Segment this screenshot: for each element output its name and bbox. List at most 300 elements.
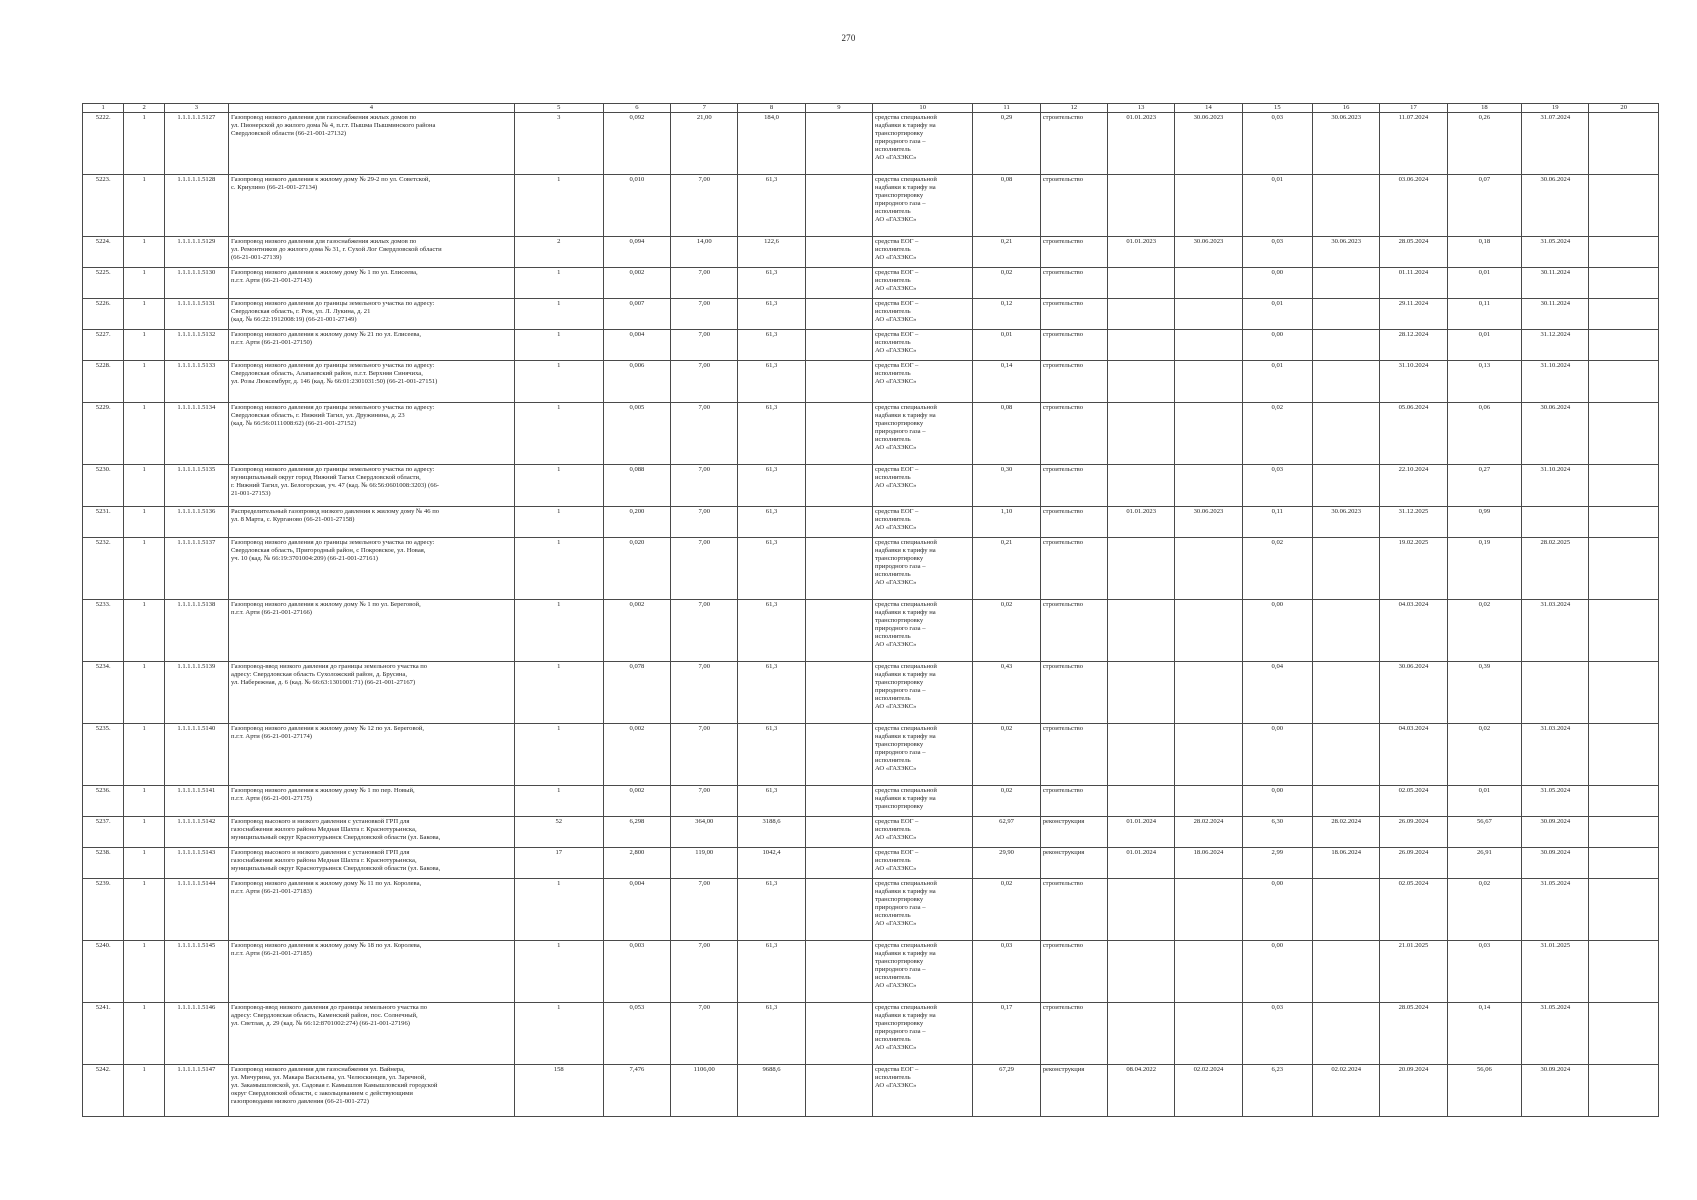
table-row	[83, 507, 1659, 538]
end-date	[1175, 662, 1242, 724]
row-number: 5242.	[83, 1065, 124, 1117]
level-cell: 1	[124, 662, 164, 724]
funding-source: средства специальной надбавки к тарифу на транспортировку природного газа – исполнитель АО «ГАЗЭКС»	[872, 113, 972, 175]
col8-value: 184,0	[738, 113, 805, 175]
project-description: Газопровод-ввод низкого давления до границы земельного участка по адресу: Свердловская область Сухоложский район, д. Брусяна, ул. Набережная, д. 6 (кад. № 66:63:1301001:71) (66-21-001-27167)	[228, 662, 514, 724]
col15-value: 0,01	[1242, 299, 1312, 330]
start-date	[1108, 465, 1175, 507]
col9-value	[805, 330, 872, 361]
funding-source: средства специальной надбавки к тарифу на транспортировку природного газа – исполнитель АО «ГАЗЭКС»	[872, 600, 972, 662]
start-date	[1108, 330, 1175, 361]
col7-value: 7,00	[671, 403, 738, 465]
col20-value	[1589, 600, 1659, 662]
col19-date: 30.09.2024	[1522, 817, 1589, 848]
column-header: 17	[1380, 104, 1447, 113]
end-date: 30.06.2023	[1175, 507, 1242, 538]
funding-source: средства ЕОГ – исполнитель АО «ГАЗЭКС»	[872, 507, 972, 538]
col6-value: 0,005	[603, 403, 670, 465]
col16-date	[1313, 465, 1380, 507]
col5-value: 1	[514, 724, 603, 786]
col6-value: 7,476	[603, 1065, 670, 1117]
col19-date: 30.11.2024	[1522, 299, 1589, 330]
col11-value: 62,97	[973, 817, 1040, 848]
col16-date: 18.06.2024	[1313, 848, 1380, 879]
col6-value: 0,094	[603, 237, 670, 268]
col15-value: 0,04	[1242, 662, 1312, 724]
col16-date	[1313, 403, 1380, 465]
level-cell: 1	[124, 941, 164, 1003]
col19-date: 30.06.2024	[1522, 403, 1589, 465]
col5-value: 52	[514, 817, 603, 848]
col6-value: 0,092	[603, 113, 670, 175]
col9-value	[805, 1003, 872, 1065]
level-cell: 1	[124, 299, 164, 330]
col9-value	[805, 507, 872, 538]
col7-value: 364,00	[671, 817, 738, 848]
row-number: 5237.	[83, 817, 124, 848]
start-date	[1108, 175, 1175, 237]
row-number: 5225.	[83, 268, 124, 299]
col8-value: 1042,4	[738, 848, 805, 879]
start-date: 01.01.2024	[1108, 817, 1175, 848]
col16-date	[1313, 600, 1380, 662]
col5-value: 1	[514, 403, 603, 465]
col20-value	[1589, 175, 1659, 237]
level-cell: 1	[124, 1003, 164, 1065]
col11-value: 0,02	[973, 724, 1040, 786]
col5-value: 1	[514, 600, 603, 662]
col20-value	[1589, 237, 1659, 268]
project-code: 1.1.1.1.1.5128	[164, 175, 228, 237]
col15-value: 0,03	[1242, 465, 1312, 507]
col18-value: 0,07	[1447, 175, 1522, 237]
project-description: Газопровод низкого давления к жилому дому № 12 по ул. Береговой, п.г.т. Арти (66-21-001-27174)	[228, 724, 514, 786]
col15-value: 0,03	[1242, 237, 1312, 268]
col7-value: 7,00	[671, 465, 738, 507]
start-date: 01.01.2023	[1108, 237, 1175, 268]
column-header: 15	[1242, 104, 1312, 113]
col20-value	[1589, 662, 1659, 724]
col16-date	[1313, 175, 1380, 237]
col20-value	[1589, 848, 1659, 879]
col11-value: 0,02	[973, 268, 1040, 299]
col11-value: 0,21	[973, 538, 1040, 600]
col11-value: 0,02	[973, 600, 1040, 662]
col8-value: 61,3	[738, 600, 805, 662]
table-row	[83, 113, 1659, 175]
col15-value: 0,00	[1242, 330, 1312, 361]
level-cell: 1	[124, 237, 164, 268]
project-description: Газопровод высокого и низкого давления с установкой ГРП для газоснабжения жилого района Медная Шахта г. Краснотурьинска, муниципальный округ Краснотурьинск Свердловской области (ул. Бакова,	[228, 817, 514, 848]
col19-date	[1522, 662, 1589, 724]
col17-date: 29.11.2024	[1380, 299, 1447, 330]
col15-value: 0,00	[1242, 600, 1312, 662]
col20-value	[1589, 403, 1659, 465]
col8-value: 61,3	[738, 1003, 805, 1065]
funding-source: средства специальной надбавки к тарифу на транспортировку	[872, 786, 972, 817]
table-row	[83, 538, 1659, 600]
end-date	[1175, 941, 1242, 1003]
project-description: Газопровод низкого давления к жилому дому № 11 по ул. Королева, п.г.т. Арти (66-21-001-27183)	[228, 879, 514, 941]
start-date	[1108, 361, 1175, 403]
col19-date: 31.03.2024	[1522, 600, 1589, 662]
col9-value	[805, 600, 872, 662]
col20-value	[1589, 299, 1659, 330]
col20-value	[1589, 1065, 1659, 1117]
col20-value	[1589, 330, 1659, 361]
col6-value: 0,007	[603, 299, 670, 330]
col9-value	[805, 465, 872, 507]
end-date	[1175, 403, 1242, 465]
col20-value	[1589, 465, 1659, 507]
table-row	[83, 1003, 1659, 1065]
project-description: Газопровод низкого давления к жилому дому № 1 по пер. Новый, п.г.т. Арти (66-21-001-27175)	[228, 786, 514, 817]
col5-value: 1	[514, 662, 603, 724]
col11-value: 1,10	[973, 507, 1040, 538]
col17-date: 04.03.2024	[1380, 724, 1447, 786]
col16-date	[1313, 538, 1380, 600]
end-date	[1175, 1003, 1242, 1065]
level-cell: 1	[124, 403, 164, 465]
col17-date: 02.05.2024	[1380, 786, 1447, 817]
col19-date: 31.05.2024	[1522, 237, 1589, 268]
col15-value: 0,00	[1242, 724, 1312, 786]
project-description: Газопровод низкого давления для газоснабжения ул. Вайнера, ул. Мичурина, ул. Макара Васильева, ул. Челюскинцев, ул. Заречной, ул. Закамышловской, ул. Садовая г. Камышлов Камышловский городской округ Свердловской области, с закольцеванием с действующими газопроводами низкого давления (66-21-001-272)	[228, 1065, 514, 1117]
project-description: Газопровод низкого давления для газоснабжения жилых домов по ул. Ремонтников до жилого дома № 31, г. Сухой Лог Свердловской области (66-21-001-27139)	[228, 237, 514, 268]
row-number: 5226.	[83, 299, 124, 330]
col17-date: 31.12.2025	[1380, 507, 1447, 538]
level-cell: 1	[124, 113, 164, 175]
work-type: строительство	[1040, 361, 1107, 403]
col6-value: 0,002	[603, 268, 670, 299]
project-code: 1.1.1.1.1.5141	[164, 786, 228, 817]
col9-value	[805, 175, 872, 237]
col7-value: 7,00	[671, 879, 738, 941]
col18-value: 0,19	[1447, 538, 1522, 600]
col8-value: 61,3	[738, 786, 805, 817]
project-code: 1.1.1.1.1.5130	[164, 268, 228, 299]
row-number: 5232.	[83, 538, 124, 600]
col17-date: 19.02.2025	[1380, 538, 1447, 600]
page-number: 270	[841, 33, 856, 43]
start-date: 01.01.2023	[1108, 113, 1175, 175]
project-code: 1.1.1.1.1.5129	[164, 237, 228, 268]
col20-value	[1589, 941, 1659, 1003]
col9-value	[805, 113, 872, 175]
col16-date	[1313, 941, 1380, 1003]
table-row	[83, 1065, 1659, 1117]
work-type: строительство	[1040, 113, 1107, 175]
col7-value: 7,00	[671, 724, 738, 786]
col9-value	[805, 662, 872, 724]
col5-value: 1	[514, 1003, 603, 1065]
project-code: 1.1.1.1.1.5131	[164, 299, 228, 330]
funding-source: средства специальной надбавки к тарифу на транспортировку природного газа – исполнитель АО «ГАЗЭКС»	[872, 175, 972, 237]
project-code: 1.1.1.1.1.5135	[164, 465, 228, 507]
end-date	[1175, 330, 1242, 361]
col7-value: 7,00	[671, 175, 738, 237]
col15-value: 0,03	[1242, 113, 1312, 175]
col18-value: 0,11	[1447, 299, 1522, 330]
col5-value: 1	[514, 538, 603, 600]
col11-value: 0,08	[973, 403, 1040, 465]
table-row	[83, 403, 1659, 465]
project-description: Распределительный газопровод низкого давления к жилому дому № 46 по ул. 8 Марта, с. Курганово (66-21-001-27158)	[228, 507, 514, 538]
column-header: 9	[805, 104, 872, 113]
col19-date	[1522, 507, 1589, 538]
project-code: 1.1.1.1.1.5147	[164, 1065, 228, 1117]
column-header: 10	[872, 104, 972, 113]
level-cell: 1	[124, 507, 164, 538]
col18-value: 0,01	[1447, 786, 1522, 817]
row-number: 5223.	[83, 175, 124, 237]
work-type: строительство	[1040, 403, 1107, 465]
start-date	[1108, 268, 1175, 299]
project-description: Газопровод низкого давления к жилому дому № 1 по ул. Елисеева, п.г.т. Арти (66-21-001-27143)	[228, 268, 514, 299]
col18-value: 56,06	[1447, 1065, 1522, 1117]
start-date	[1108, 600, 1175, 662]
funding-source: средства специальной надбавки к тарифу на транспортировку природного газа – исполнитель АО «ГАЗЭКС»	[872, 724, 972, 786]
column-header: 7	[671, 104, 738, 113]
project-description: Газопровод низкого давления до границы земельного участка по адресу: Свердловская область, Пригородный район, с Покровское, ул. Новая, уч. 10 (кад. № 66:19:3701004:209) (66-21-001-27161)	[228, 538, 514, 600]
col9-value	[805, 361, 872, 403]
level-cell: 1	[124, 330, 164, 361]
col19-date: 31.01.2025	[1522, 941, 1589, 1003]
col17-date: 21.01.2025	[1380, 941, 1447, 1003]
level-cell: 1	[124, 786, 164, 817]
col7-value: 7,00	[671, 941, 738, 1003]
col6-value: 0,078	[603, 662, 670, 724]
col20-value	[1589, 817, 1659, 848]
col6-value: 0,004	[603, 879, 670, 941]
project-code: 1.1.1.1.1.5143	[164, 848, 228, 879]
table-row	[83, 600, 1659, 662]
work-type: строительство	[1040, 268, 1107, 299]
end-date	[1175, 268, 1242, 299]
col20-value	[1589, 724, 1659, 786]
level-cell: 1	[124, 175, 164, 237]
project-code: 1.1.1.1.1.5142	[164, 817, 228, 848]
start-date: 01.01.2024	[1108, 848, 1175, 879]
col8-value: 61,3	[738, 403, 805, 465]
work-type: строительство	[1040, 538, 1107, 600]
col15-value: 6,23	[1242, 1065, 1312, 1117]
col6-value: 0,200	[603, 507, 670, 538]
table-row	[83, 361, 1659, 403]
col17-date: 05.06.2024	[1380, 403, 1447, 465]
funding-source: средства ЕОГ – исполнитель АО «ГАЗЭКС»	[872, 237, 972, 268]
table-row	[83, 786, 1659, 817]
project-description: Газопровод низкого давления для газоснабжения жилых домов по ул. Пионерской до жилого дома № 4, п.г.т. Пышма Пышминского района Свердловской области (66-21-001-27132)	[228, 113, 514, 175]
col7-value: 7,00	[671, 786, 738, 817]
col17-date: 26.09.2024	[1380, 817, 1447, 848]
col16-date	[1313, 268, 1380, 299]
col19-date: 30.09.2024	[1522, 1065, 1589, 1117]
start-date	[1108, 403, 1175, 465]
column-header: 5	[514, 104, 603, 113]
work-type: строительство	[1040, 879, 1107, 941]
col18-value: 0,39	[1447, 662, 1522, 724]
col15-value: 6,30	[1242, 817, 1312, 848]
col5-value: 158	[514, 1065, 603, 1117]
col19-date: 30.11.2024	[1522, 268, 1589, 299]
col8-value: 3188,6	[738, 817, 805, 848]
start-date: 08.04.2022	[1108, 1065, 1175, 1117]
col8-value: 61,3	[738, 330, 805, 361]
funding-source: средства специальной надбавки к тарифу на транспортировку природного газа – исполнитель АО «ГАЗЭКС»	[872, 538, 972, 600]
column-number-header	[83, 104, 1659, 113]
work-type: строительство	[1040, 330, 1107, 361]
col5-value: 1	[514, 175, 603, 237]
col9-value	[805, 879, 872, 941]
column-header: 6	[603, 104, 670, 113]
col17-date: 22.10.2024	[1380, 465, 1447, 507]
project-code: 1.1.1.1.1.5132	[164, 330, 228, 361]
col15-value: 0,02	[1242, 538, 1312, 600]
project-code: 1.1.1.1.1.5146	[164, 1003, 228, 1065]
col20-value	[1589, 879, 1659, 941]
col9-value	[805, 724, 872, 786]
col18-value: 0,13	[1447, 361, 1522, 403]
col8-value: 61,3	[738, 879, 805, 941]
col16-date	[1313, 724, 1380, 786]
project-description: Газопровод низкого давления до границы земельного участка по адресу: Свердловская область, Алапаевский район, п.г.т. Верхняя Синячиха, ул. Розы Люксембург, д. 146 (кад. № 66:01:2301031:50) (66-21-001-27151)	[228, 361, 514, 403]
project-description: Газопровод низкого давления к жилому дому № 1 по ул. Береговой, п.г.т. Арти (66-21-001-27166)	[228, 600, 514, 662]
work-type: строительство	[1040, 1003, 1107, 1065]
col9-value	[805, 237, 872, 268]
funding-source: средства ЕОГ – исполнитель АО «ГАЗЭКС»	[872, 299, 972, 330]
work-type: строительство	[1040, 600, 1107, 662]
col17-date: 20.09.2024	[1380, 1065, 1447, 1117]
col7-value: 21,00	[671, 113, 738, 175]
table-row	[83, 330, 1659, 361]
table-row	[83, 268, 1659, 299]
row-number: 5222.	[83, 113, 124, 175]
col5-value: 1	[514, 361, 603, 403]
funding-source: средства ЕОГ – исполнитель АО «ГАЗЭКС»	[872, 817, 972, 848]
col16-date	[1313, 299, 1380, 330]
col11-value: 0,12	[973, 299, 1040, 330]
col11-value: 67,29	[973, 1065, 1040, 1117]
row-number: 5227.	[83, 330, 124, 361]
col19-date: 30.06.2024	[1522, 175, 1589, 237]
col18-value: 0,06	[1447, 403, 1522, 465]
col11-value: 0,21	[973, 237, 1040, 268]
col19-date: 31.07.2024	[1522, 113, 1589, 175]
col9-value	[805, 941, 872, 1003]
col8-value: 61,3	[738, 299, 805, 330]
level-cell: 1	[124, 879, 164, 941]
level-cell: 1	[124, 1065, 164, 1117]
row-number: 5240.	[83, 941, 124, 1003]
end-date: 18.06.2024	[1175, 848, 1242, 879]
row-number: 5234.	[83, 662, 124, 724]
project-code: 1.1.1.1.1.5139	[164, 662, 228, 724]
funding-source: средства ЕОГ – исполнитель АО «ГАЗЭКС»	[872, 848, 972, 879]
col8-value: 61,3	[738, 465, 805, 507]
col7-value: 7,00	[671, 268, 738, 299]
col8-value: 61,3	[738, 175, 805, 237]
level-cell: 1	[124, 268, 164, 299]
col8-value: 122,6	[738, 237, 805, 268]
column-header: 19	[1522, 104, 1589, 113]
project-description: Газопровод низкого давления до границы земельного участка по адресу: Свердловская область, г. Реж, ул. Л. Лукина, д. 21 (кад. № 66:22:1912008:19) (66-21-001-27149)	[228, 299, 514, 330]
col16-date	[1313, 330, 1380, 361]
col6-value: 0,004	[603, 330, 670, 361]
col16-date: 30.06.2023	[1313, 507, 1380, 538]
work-type: строительство	[1040, 507, 1107, 538]
col18-value: 0,27	[1447, 465, 1522, 507]
col19-date: 31.05.2024	[1522, 879, 1589, 941]
project-code: 1.1.1.1.1.5138	[164, 600, 228, 662]
start-date	[1108, 724, 1175, 786]
col6-value: 0,003	[603, 941, 670, 1003]
start-date	[1108, 879, 1175, 941]
col6-value: 0,088	[603, 465, 670, 507]
col6-value: 0,020	[603, 538, 670, 600]
column-header: 4	[228, 104, 514, 113]
column-header: 13	[1108, 104, 1175, 113]
col7-value: 7,00	[671, 330, 738, 361]
col5-value: 1	[514, 941, 603, 1003]
row-number: 5236.	[83, 786, 124, 817]
project-description: Газопровод низкого давления до границы земельного участка по адресу: Свердловская область, г. Нижний Тагил, ул. Дружинина, д. 23 (кад. № 66:56:0111008:62) (66-21-001-27152)	[228, 403, 514, 465]
work-type: строительство	[1040, 175, 1107, 237]
start-date	[1108, 662, 1175, 724]
funding-source: средства ЕОГ – исполнитель АО «ГАЗЭКС»	[872, 465, 972, 507]
col7-value: 7,00	[671, 538, 738, 600]
end-date	[1175, 724, 1242, 786]
row-number: 5231.	[83, 507, 124, 538]
end-date: 28.02.2024	[1175, 817, 1242, 848]
col7-value: 119,00	[671, 848, 738, 879]
column-header: 2	[124, 104, 164, 113]
col5-value: 1	[514, 507, 603, 538]
col16-date: 30.06.2023	[1313, 237, 1380, 268]
col15-value: 0,11	[1242, 507, 1312, 538]
project-description: Газопровод низкого давления к жилому дому № 18 по ул. Королева, п.г.т. Арти (66-21-001-27185)	[228, 941, 514, 1003]
end-date	[1175, 538, 1242, 600]
column-header: 11	[973, 104, 1040, 113]
col15-value: 0,01	[1242, 175, 1312, 237]
column-header: 12	[1040, 104, 1107, 113]
level-cell: 1	[124, 600, 164, 662]
col19-date: 31.12.2024	[1522, 330, 1589, 361]
col11-value: 0,29	[973, 113, 1040, 175]
col5-value: 1	[514, 299, 603, 330]
col6-value: 0,006	[603, 361, 670, 403]
col5-value: 1	[514, 268, 603, 299]
col11-value: 29,90	[973, 848, 1040, 879]
row-number: 5228.	[83, 361, 124, 403]
col15-value: 0,02	[1242, 403, 1312, 465]
col6-value: 0,002	[603, 600, 670, 662]
col8-value: 61,3	[738, 724, 805, 786]
col15-value: 0,01	[1242, 361, 1312, 403]
col19-date: 31.10.2024	[1522, 361, 1589, 403]
start-date: 01.01.2023	[1108, 507, 1175, 538]
col9-value	[805, 817, 872, 848]
col7-value: 7,00	[671, 361, 738, 403]
col19-date: 31.05.2024	[1522, 786, 1589, 817]
col9-value	[805, 848, 872, 879]
row-number: 5229.	[83, 403, 124, 465]
col17-date: 28.12.2024	[1380, 330, 1447, 361]
col18-value: 0,02	[1447, 600, 1522, 662]
col7-value: 7,00	[671, 507, 738, 538]
col18-value: 0,03	[1447, 941, 1522, 1003]
table-row	[83, 175, 1659, 237]
